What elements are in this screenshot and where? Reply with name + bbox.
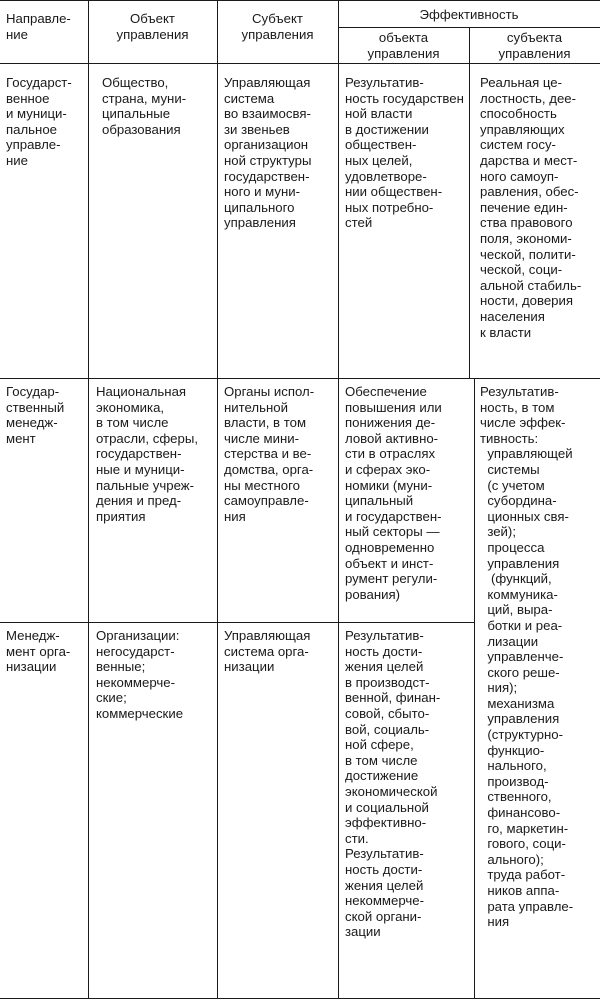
row1-eff-object: Результатив- ность государствен ной власти в достижении обществен- ных целей, удовлетворе- нии обществен- ных потребно- стей [345, 75, 464, 231]
row3-object: Организации: негосударст- венные; некоммерче- ские; коммерческие [96, 628, 184, 721]
row2-object: Национальная экономика, в том числе отрасли, сферы, государствен- ные и муници- пальные учреж- дения и пред- приятия [96, 384, 198, 524]
header-object: Объект управления [116, 11, 189, 42]
header-eff-subject: субъекта управления [498, 30, 571, 61]
row1-subject: Управляющая система во взаимосвя- зи звеньев организацион ной структуры государствен- ного и муни- ципального управления [224, 75, 312, 231]
row2-bottom-border-left [0, 622, 474, 623]
row2-eff-object: Обеспечение повышения или понижения де- ловой активно- сти в отраслях и сферах эко- номики (муни- ципальный и государствен- ный секторы — одновременно объект и инст- румент регули- рования) [345, 384, 442, 602]
row3-subject: Управляющая система орга- низации [224, 628, 311, 675]
table-bottom-border [0, 998, 600, 999]
col-divider-1 [88, 0, 89, 998]
row3-direction: Менедж- мент орга- низации [6, 628, 71, 675]
row2-direction: Государ- ственный менедж- мент [6, 384, 65, 446]
col-divider-4 [469, 27, 470, 378]
header-eff-object: объекта управления [367, 30, 440, 61]
row2-subject: Органы испол- нительной власти, в том числе мини- стерства и ве- домства, орга- ны местного самоуправле- ния [224, 384, 315, 524]
row2-eff-subject: Результатив- ность, в том числе эффек- тивность: управляющей системы (с учетом субордина- ционных свя- зей); процесса управления (функций, коммуника- ций, выра- ботки и реа- лизации управленче- ского реше- ния); механизма управления (структурно- функцио- нального, производ- ственного, финансово- го, маркетин- гового, соци- ального); труда работ- ников аппа- рата управле- ния [480, 384, 574, 930]
table-top-border [0, 0, 600, 1]
row1-direction: Государст- венное и муници- пальное управле- ние [6, 75, 72, 168]
row3-eff-object: Результатив- ность дости- жения целей в производст- венной, финан- совой, сбыто- вой, социаль- ной сфере, в том числе достижение экономической и социальной эффективно- сти. Результатив- ность дости- жения целей некоммерче- ской органи- зации [345, 628, 441, 940]
row1-bottom-border [0, 378, 600, 379]
col-divider-2 [217, 0, 218, 998]
header-bottom-border [0, 63, 600, 64]
header-subject: Субъект управления [241, 11, 314, 42]
header-direction: Направле- ние [6, 11, 71, 42]
col-divider-4-lower [474, 378, 475, 998]
header-efficiency: Эффективность [419, 7, 519, 22]
row1-object: Общество, страна, муни- ципальные образования [102, 75, 187, 137]
col-divider-3 [338, 0, 339, 998]
row1-eff-subject: Реальная це- лостность, дее- способность управляющих систем госу- дарства и мест- ного самоуп- равления, обес- печение един- ства правового поля, экономи- ческой, полити- ческой, соци- альной стабиль- ности, доверия населения к власти [480, 75, 582, 340]
